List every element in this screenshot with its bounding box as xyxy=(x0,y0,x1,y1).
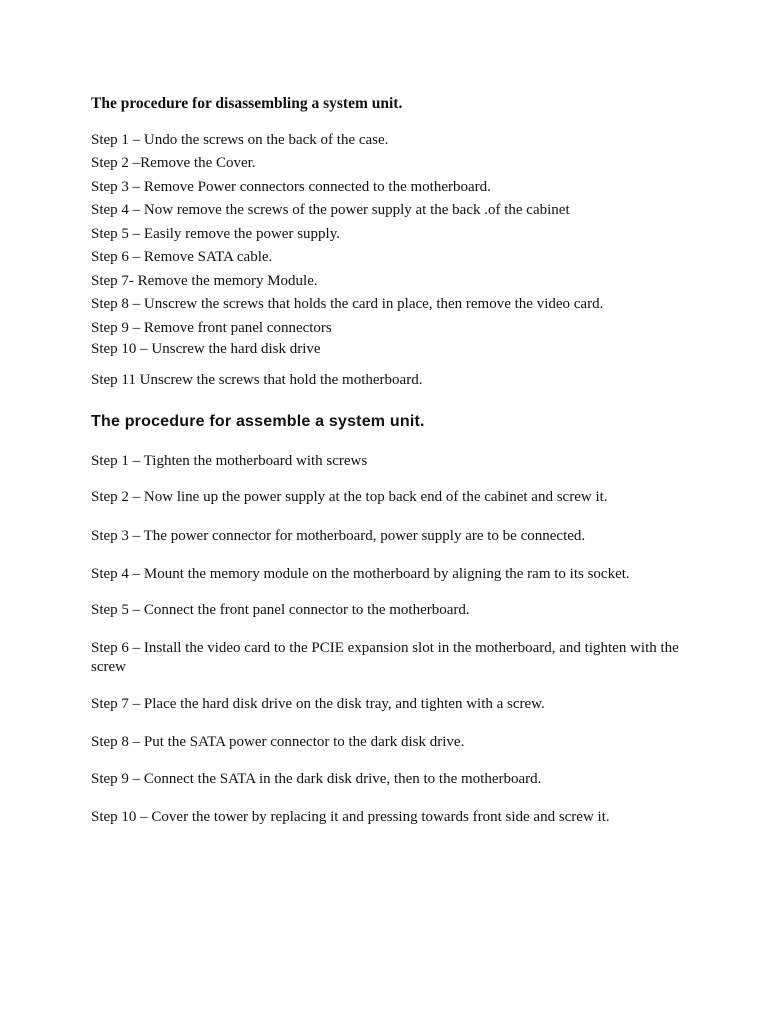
disassemble-step: Step 10 – Unscrew the hard disk drive xyxy=(91,341,321,357)
assemble-step: Step 10 – Cover the tower by replacing it and pressing towards front side and screw it. xyxy=(91,809,610,825)
disassemble-step: Step 4 – Now remove the screws of the power supply at the back .of the cabinet xyxy=(91,202,570,218)
assemble-step: Step 3 – The power connector for motherboard, power supply are to be connected. xyxy=(91,528,586,544)
disassemble-step: Step 5 – Easily remove the power supply. xyxy=(91,226,340,242)
disassemble-step: Step 7- Remove the memory Module. xyxy=(91,273,318,289)
assemble-step: Step 1 – Tighten the motherboard with screws xyxy=(91,453,368,469)
assemble-title: The procedure for assemble a system unit. xyxy=(91,413,425,430)
disassemble-step: Step 9 – Remove front panel connectors xyxy=(91,320,332,336)
assemble-step: Step 2 – Now line up the power supply at the top back end of the cabinet and screw it. xyxy=(91,489,608,505)
disassemble-step: Step 2 –Remove the Cover. xyxy=(91,155,256,171)
assemble-step: Step 9 – Connect the SATA in the dark disk drive, then to the motherboard. xyxy=(91,771,542,787)
assemble-step: Step 6 – Install the video card to the PCIE expansion slot in the motherboard, and tighten with the screw xyxy=(91,640,679,675)
disassemble-step: Step 1 – Undo the screws on the back of the case. xyxy=(91,132,389,148)
assemble-step: Step 8 – Put the SATA power connector to the dark disk drive. xyxy=(91,734,465,750)
assemble-step: Step 4 – Mount the memory module on the motherboard by aligning the ram to its socket. xyxy=(91,566,630,582)
disassemble-step: Step 11 Unscrew the screws that hold the motherboard. xyxy=(91,372,423,388)
assemble-step: Step 7 – Place the hard disk drive on the disk tray, and tighten with a screw. xyxy=(91,696,545,712)
assemble-step: Step 5 – Connect the front panel connector to the motherboard. xyxy=(91,602,470,618)
disassemble-step: Step 6 – Remove SATA cable. xyxy=(91,249,273,265)
disassemble-step: Step 8 – Unscrew the screws that holds the card in place, then remove the video card. xyxy=(91,296,604,312)
disassemble-step: Step 3 – Remove Power connectors connected to the motherboard. xyxy=(91,179,491,195)
disassemble-title: The procedure for disassembling a system unit. xyxy=(91,95,403,112)
